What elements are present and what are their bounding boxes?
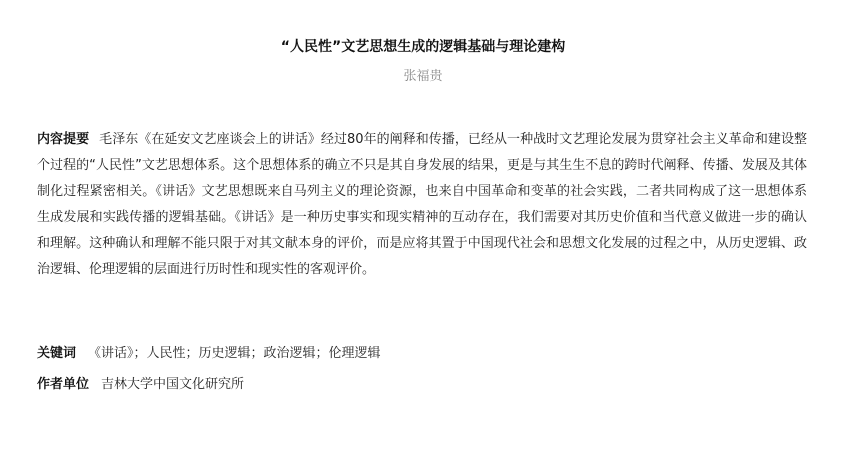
author-unit-label: 作者单位 <box>37 377 90 392</box>
author-unit-row <box>37 374 807 396</box>
abstract-text: 毛泽东《在延安文艺座谈会上的讲话》经过80年的阐释和传播，已经从一种战时文艺理论发展为贯穿社会主义革命和建设整个过程的“人民性”文艺思想体系。这个思想体系的确立不只是其自身发展的结果，更是与其生生不息的跨时代阐释、传播、发展及其体制化过程紧密相关。《讲话》文艺思想既来自马列主义的理论资源，也来自中国革命和变革的社会实践，二者共同构成了这一思想体系生成发展和实践传播的逻辑基础。《讲话》是一种历史事实和现实精神的互动存在，我们需要对其历史价值和当代意义做进一步的确认和理解。这种确认和理解不能只限于对其文献本身的评价，而是应将其置于中国现代社会和思想文化发展的过程之中，从历史逻辑、政治逻辑、伦理逻辑的层面进行历时性和现实性的客观评价。 <box>37 132 807 277</box>
author-unit-text: 吉林大学中国文化研究所 <box>101 377 245 392</box>
keywords-text: 《讲话》；人民性；历史逻辑；政治逻辑；伦理逻辑 <box>88 346 381 361</box>
keywords-label: 关键词 <box>37 346 77 361</box>
abstract-paragraph <box>37 127 807 283</box>
keywords-row <box>37 343 807 365</box>
article-author: 张福贵 <box>403 69 443 84</box>
article-title: “人民性”文艺思想生成的逻辑基础与理论建构 <box>280 39 566 55</box>
abstract-label: 内容提要 <box>37 132 90 147</box>
